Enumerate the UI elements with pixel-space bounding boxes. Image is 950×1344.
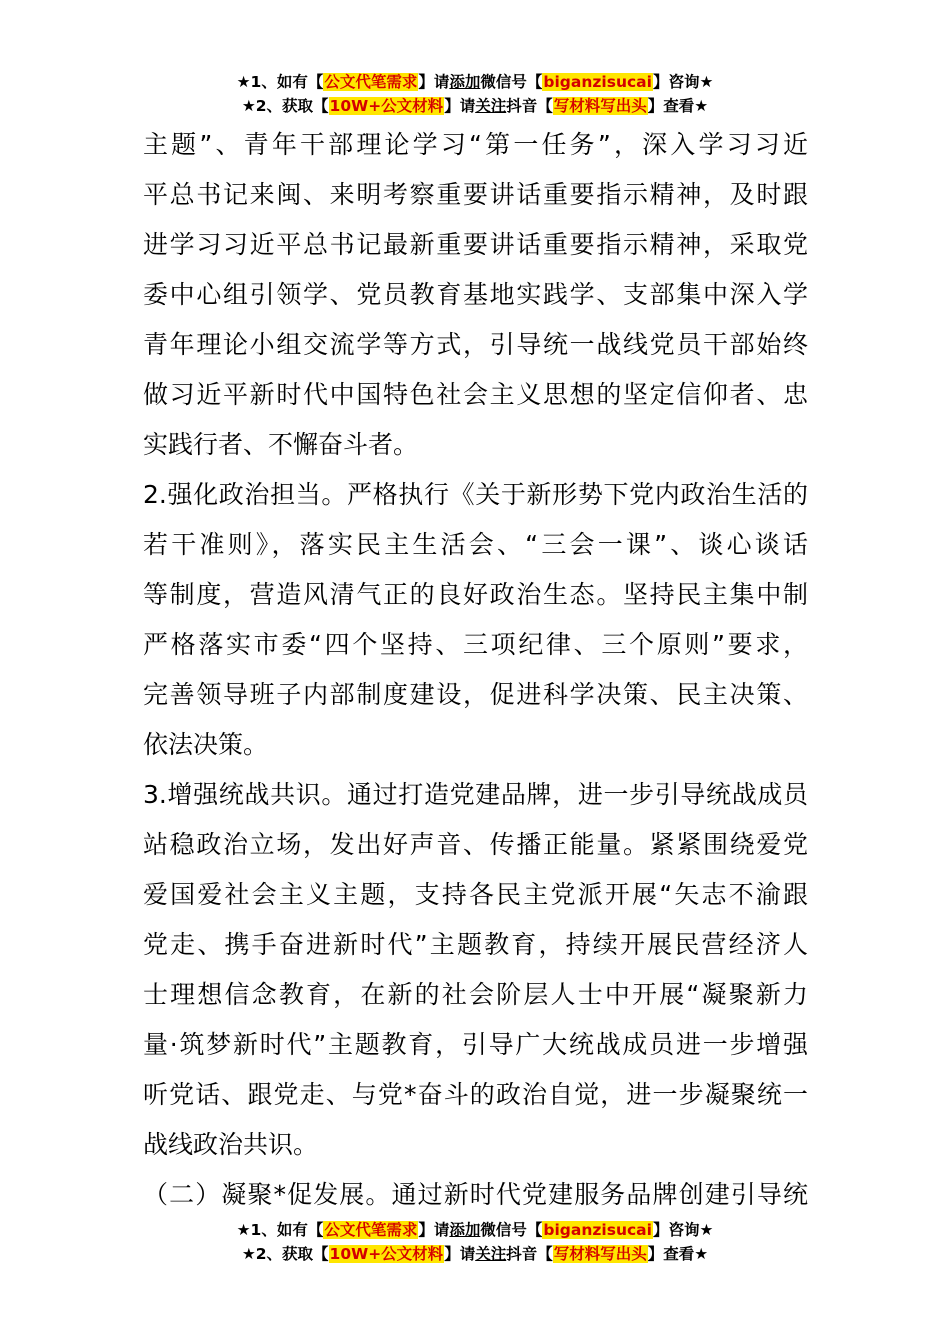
text-line: 青年理论小组交流学等方式，引导统一战线党员干部始终 xyxy=(143,330,808,359)
banner-douyin-name: 写材料写出头 xyxy=(553,97,647,115)
paragraph-4 xyxy=(143,1170,808,1220)
text-line: 严格落实市委“四个坚持、三项纪律、三个原则”要求， xyxy=(143,630,808,659)
banner-underline: 添加 xyxy=(449,1221,481,1239)
banner-text: 】咨询★ xyxy=(652,73,714,91)
banner-text: 】请 xyxy=(444,97,476,115)
paragraph-3 xyxy=(143,770,808,1170)
banner-text: 】请 xyxy=(418,73,450,91)
text-line: 3.增强统战共识。通过打造党建品牌，进一步引导统战成员 xyxy=(143,780,808,809)
banner-text: 抖音【 xyxy=(506,1245,553,1263)
text-line: 士理想信念教育，在新的社会阶层人士中开展“凝聚新力 xyxy=(143,980,808,1009)
banner-underline: 关注 xyxy=(475,1245,507,1263)
banner-text: ★2、获取【 xyxy=(241,97,329,115)
banner-underline: 添加 xyxy=(449,73,481,91)
text-line: 做习近平新时代中国特色社会主义思想的坚定信仰者、忠 xyxy=(143,380,808,409)
document-body xyxy=(143,120,808,1220)
text-line: 实践行者、不懈奋斗者。 xyxy=(143,430,419,459)
banner-text: 】请 xyxy=(418,1221,450,1239)
banner-wechat-id: biganzisucai xyxy=(543,73,652,91)
banner-highlight: 10W+公文材料 xyxy=(329,1245,444,1263)
banner-highlight: 公文代笔需求 xyxy=(324,73,418,91)
banner-highlight: 公文代笔需求 xyxy=(324,1221,418,1239)
banner-text: 】咨询★ xyxy=(652,1221,714,1239)
banner-highlight: 10W+公文材料 xyxy=(329,97,444,115)
banner-text: 】查看★ xyxy=(647,1245,709,1263)
text-line: 2.强化政治担当。严格执行《关于新形势下党内政治生活的 xyxy=(143,480,808,509)
banner-text: 】请 xyxy=(444,1245,476,1263)
paragraph-1 xyxy=(143,120,808,470)
text-line: 爱国爱社会主义主题，支持各民主党派开展“矢志不渝跟 xyxy=(143,880,808,909)
banner-line-1 xyxy=(0,70,950,94)
text-line: 量·筑梦新时代”主题教育，引导广大统战成员进一步增强 xyxy=(143,1030,808,1059)
header-banner xyxy=(0,70,950,118)
banner-line-2 xyxy=(0,1242,950,1266)
text-line: 主题”、青年干部理论学习“第一任务”，深入学习习近 xyxy=(143,130,808,159)
text-line: 若干准则》，落实民主生活会、“三会一课”、谈心谈话 xyxy=(143,530,808,559)
paragraph-2 xyxy=(143,470,808,770)
banner-wechat-id: biganzisucai xyxy=(543,1221,652,1239)
banner-text: 微信号【 xyxy=(480,1221,543,1239)
text-line: 党走、携手奋进新时代”主题教育，持续开展民营经济人 xyxy=(143,930,808,959)
banner-text: ★1、如有【 xyxy=(236,1221,324,1239)
text-line: 站稳政治立场，发出好声音、传播正能量。紧紧围绕爱党 xyxy=(143,830,808,859)
banner-text: ★2、获取【 xyxy=(241,1245,329,1263)
text-line: 听党话、跟党走、与党*奋斗的政治自觉，进一步凝聚统一 xyxy=(143,1080,808,1109)
text-line: 平总书记来闽、来明考察重要讲话重要指示精神，及时跟 xyxy=(143,180,808,209)
text-line: 依法决策。 xyxy=(143,730,269,759)
banner-line-1 xyxy=(0,1218,950,1242)
text-line: 战线政治共识。 xyxy=(143,1130,319,1159)
banner-text: 微信号【 xyxy=(480,73,543,91)
text-line: 进学习习近平总书记最新重要讲话重要指示精神，采取党 xyxy=(143,230,808,259)
banner-text: 】查看★ xyxy=(647,97,709,115)
banner-line-2 xyxy=(0,94,950,118)
footer-banner xyxy=(0,1218,950,1266)
banner-douyin-name: 写材料写出头 xyxy=(553,1245,647,1263)
banner-text: 抖音【 xyxy=(506,97,553,115)
text-line: 完善领导班子内部制度建设，促进科学决策、民主决策、 xyxy=(143,680,808,709)
text-line: 委中心组引领学、党员教育基地实践学、支部集中深入学 xyxy=(143,280,808,309)
banner-underline: 关注 xyxy=(475,97,507,115)
text-line: （二）凝聚*促发展。通过新时代党建服务品牌创建引导统 xyxy=(143,1180,808,1209)
banner-text: ★1、如有【 xyxy=(236,73,324,91)
text-line: 等制度，营造风清气正的良好政治生态。坚持民主集中制 xyxy=(143,580,808,609)
